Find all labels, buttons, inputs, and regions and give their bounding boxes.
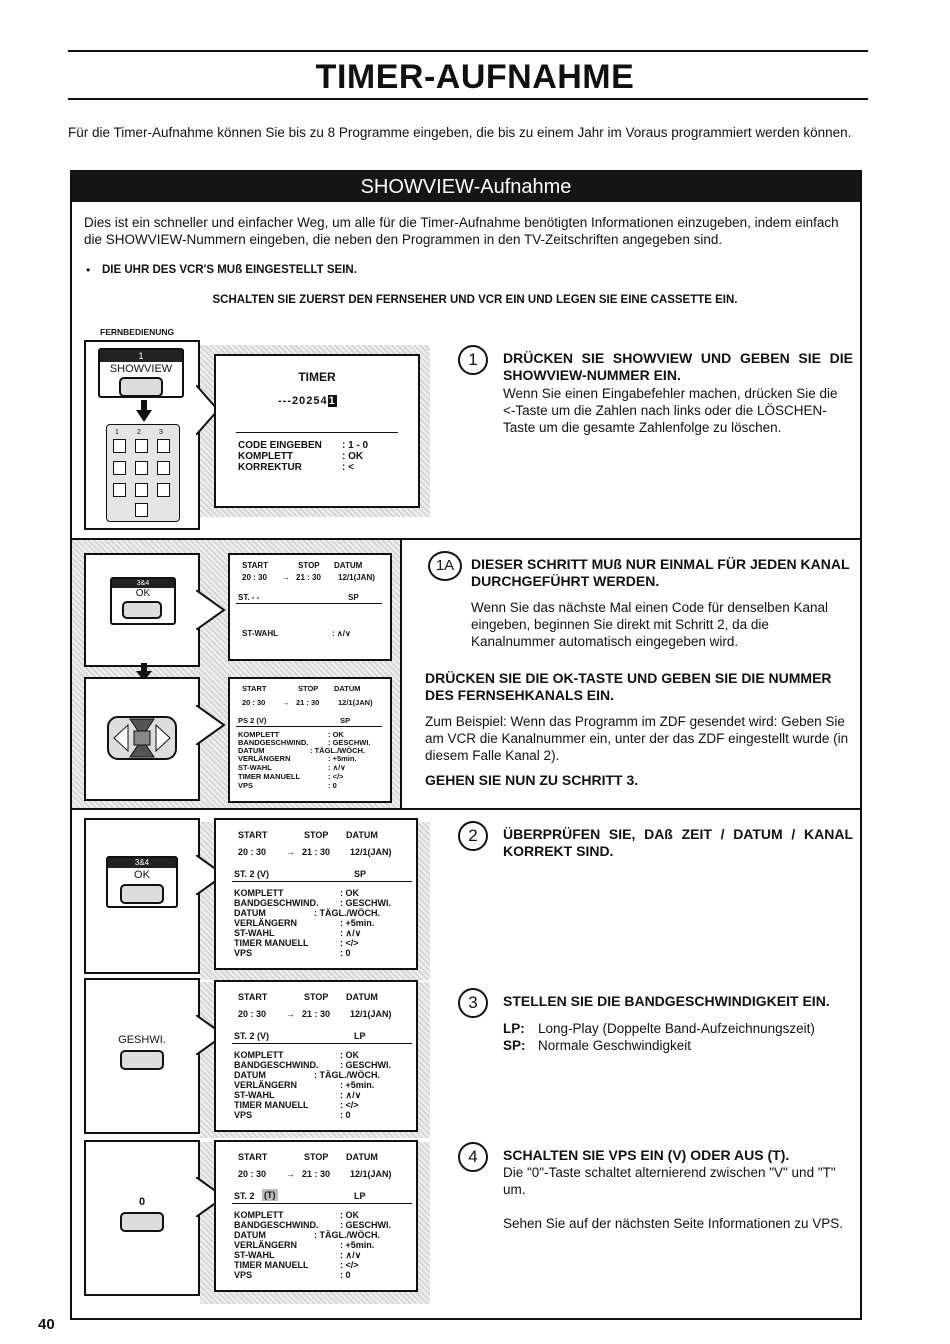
hdr-start: START: [242, 684, 267, 693]
line-key: TIMER MANUELL: [234, 938, 309, 948]
time-start: 20 : 30: [238, 1169, 267, 1179]
remote-panel-step1: [84, 340, 200, 530]
line-key: ST-WAHL: [234, 1090, 275, 1100]
intro-text: Für die Timer-Aufnahme können Sie bis zu 8 Programme eingeben, die bis zu einem Jahr im Voraus programmiert werden können.: [68, 125, 852, 140]
ok-button[interactable]: [122, 601, 162, 619]
time-stop: 21 : 30: [302, 847, 331, 857]
step-1a-heading: DIESER SCHRITT MUß NUR EINMAL FÜR JEDEN KANAL DURCHGEFÜHRT WERDEN.: [471, 556, 850, 589]
line-val: : OK: [340, 1050, 359, 1060]
screen-line: KORREKTUR: [238, 462, 302, 473]
line-val: : ∧/∨: [340, 928, 362, 938]
code-digits: ---20254: [278, 395, 328, 407]
line-key: VERLÄNGERN: [238, 754, 291, 763]
time-arrow: →: [282, 698, 290, 707]
key-1[interactable]: [113, 439, 126, 453]
bullet-dot: •: [86, 263, 91, 277]
step-3-heading: STELLEN SIE DIE BANDGESCHWINDIGKEIT EIN.: [503, 993, 830, 1009]
time-arrow: →: [286, 1009, 295, 1019]
line-val: : GESCHWI.: [328, 738, 371, 747]
screen-divider: [236, 603, 382, 604]
line-val: : </>: [340, 938, 359, 948]
key-3[interactable]: [157, 439, 170, 453]
line-val: : +5min.: [340, 1080, 375, 1090]
line-val: : ∧/∨: [340, 1250, 362, 1260]
vps-flag: (T): [264, 1190, 276, 1200]
line-key: ST-WAHL: [242, 629, 278, 638]
screen-value: : 1 - 0: [342, 440, 369, 451]
line-val: : GESCHWI.: [340, 898, 391, 908]
screen-divider: [232, 1043, 412, 1044]
line-val: : 0: [328, 781, 337, 790]
showview-key-frame: [98, 348, 184, 398]
confirm-screen: [214, 818, 418, 970]
step-2-number: 2: [458, 821, 488, 851]
banner-title: SHOWVIEW-Aufnahme: [360, 176, 572, 198]
speed-screen: [214, 980, 418, 1132]
screen-divider: [232, 881, 412, 882]
line-key: BANDGESCHWIND.: [234, 898, 319, 908]
description-text: Dies ist ein schneller und einfacher Weg, um alle für die Timer-Aufnahme benötigten Informationen einzugeben, indem einfach die SHOWVIEW-Nummern eingeben, die neben den Programmen in den TV-Zeitschriften angegeben sind.: [84, 215, 839, 247]
ok-key-top: 3&4: [112, 579, 174, 588]
time-start: 20 : 30: [242, 698, 266, 707]
remote-panel-step4: [84, 1140, 200, 1296]
key-5[interactable]: [135, 461, 148, 475]
showview-button[interactable]: [119, 377, 163, 397]
line-key: DATUM: [238, 746, 265, 755]
timer-screen: [214, 354, 420, 508]
line-key: VERLÄNGERN: [234, 1080, 298, 1090]
showview-key-label: SHOWVIEW: [109, 363, 173, 375]
remote-panel-step3: [84, 978, 200, 1134]
time-arrow: →: [286, 847, 295, 857]
step-4-text: Die "0"-Taste schaltet alternierend zwischen "V" und "T" um.: [503, 1165, 836, 1197]
step-1a-text-2: Zum Beispiel: Wenn das Programm im ZDF gesendet wird: Geben Sie am VCR die Kanalnummer ein, unter der das ZDF eingestellt wurde (in diesem Falle Kanal 2).: [425, 714, 849, 763]
hdr-stop: STOP: [304, 830, 329, 840]
ok-key-top: 3&4: [108, 858, 176, 868]
station: ST. 2: [234, 1191, 255, 1201]
speed: LP: [354, 1191, 366, 1201]
ok-key-label: OK: [134, 869, 150, 881]
line-key: DATUM: [234, 1230, 266, 1240]
speed-key-label: GESHWI.: [118, 1034, 166, 1046]
hdr-datum: DATUM: [346, 830, 378, 840]
key-2[interactable]: [135, 439, 148, 453]
station: ST. 2 (V): [234, 869, 270, 879]
key-3-label: 3: [159, 429, 163, 436]
step-3-number: 3: [458, 988, 488, 1018]
time-arrow: →: [282, 573, 290, 582]
time-stop: 21 : 30: [296, 573, 321, 582]
remote-panel-ok: [84, 553, 200, 667]
page-number: 40: [38, 1316, 55, 1333]
line-key: KOMPLETT: [234, 1050, 284, 1060]
top-rule: [68, 50, 868, 52]
line-val: : TÄGL./WÖCH.: [310, 746, 365, 755]
channel-screen-2: [228, 677, 392, 803]
channel-screen-1: [228, 553, 392, 661]
key-9[interactable]: [157, 483, 170, 497]
screen-line: CODE EINGEBEN: [238, 440, 322, 451]
vps-screen: [214, 1140, 418, 1292]
step-4-number: 4: [458, 1142, 488, 1172]
station: ST. 2 (V): [234, 1031, 270, 1041]
time-date: 12/1(JAN): [338, 573, 375, 582]
hdr-datum: DATUM: [334, 561, 363, 570]
step-1-heading: DRÜCKEN SIE SHOWVIEW UND GEBEN SIE DIE SHOWVIEW-NUMMER EIN.: [503, 350, 853, 383]
keypad: [106, 424, 180, 522]
screen-code: [278, 396, 337, 407]
key-7[interactable]: [113, 483, 126, 497]
zero-key-label: 0: [138, 1196, 146, 1208]
line-key: VERLÄNGERN: [234, 1240, 298, 1250]
line-key: VPS: [234, 1270, 253, 1280]
step-2-heading: ÜBERPRÜFEN SIE, DAß ZEIT / DATUM / KANAL KORREKT SIND.: [503, 826, 853, 859]
line-val: : ∧/∨: [328, 763, 346, 772]
sp-label: SP:: [503, 1038, 526, 1053]
line-key: ST-WAHL: [234, 928, 275, 938]
sp-text: Normale Geschwindigkeit: [538, 1038, 692, 1053]
hdr-stop: STOP: [298, 684, 319, 693]
goto-step-3: GEHEN SIE NUN ZU SCHRITT 3.: [425, 772, 639, 788]
line-key: BANDGESCHWIND.: [234, 1060, 319, 1070]
line-key: TIMER MANUELL: [234, 1260, 309, 1270]
hdr-start: START: [238, 830, 268, 840]
time-stop: 21 : 30: [296, 698, 320, 707]
time-start: 20 : 30: [238, 1009, 267, 1019]
step-1-text: Wenn Sie einen Eingabefehler machen, drücken Sie die <-Taste um die Zahlen nach links oder die LÖSCHEN-Taste um die gesamte Zahlenfolge zu löschen.: [503, 386, 838, 435]
line-val: : 0: [340, 1110, 351, 1120]
remote-panel-channel: [84, 677, 200, 801]
key-6[interactable]: [157, 461, 170, 475]
step-1a-number: 1A: [428, 551, 462, 581]
station: ST. - -: [238, 593, 260, 602]
showview-key-number: 1: [100, 350, 182, 362]
line-key: DATUM: [234, 908, 266, 918]
step-4-heading: SCHALTEN SIE VPS EIN (V) ODER AUS (T).: [503, 1147, 790, 1163]
line-key: VPS: [234, 948, 253, 958]
line-key: BANDGESCHWIND.: [234, 1220, 319, 1230]
lp-label: LP:: [503, 1021, 525, 1036]
time-date: 12/1(JAN): [350, 847, 392, 857]
line-val: : OK: [340, 1210, 359, 1220]
hdr-datum: DATUM: [346, 1152, 378, 1162]
line-val: : 0: [340, 948, 351, 958]
line-val: : TÄGL./WÖCH.: [314, 1230, 380, 1240]
line-val: : TÄGL./WÖCH.: [314, 908, 380, 918]
zero-button[interactable]: [120, 1212, 164, 1232]
page-title: TIMER-AUFNAHME: [315, 58, 635, 96]
line-val: : OK: [340, 888, 359, 898]
line-val: : GESCHWI.: [340, 1220, 391, 1230]
line-val: : GESCHWI.: [340, 1060, 391, 1070]
hdr-stop: STOP: [304, 1152, 329, 1162]
line-key: ST-WAHL: [238, 763, 272, 772]
line-val: : </>: [340, 1260, 359, 1270]
speed: LP: [354, 1031, 366, 1041]
hdr-start: START: [238, 992, 268, 1002]
time-stop: 21 : 30: [302, 1169, 331, 1179]
line-key: KOMPLETT: [234, 1210, 284, 1220]
speed-button[interactable]: [120, 1050, 164, 1070]
line-val: : 0: [340, 1270, 351, 1280]
remote-panel-step2: [84, 818, 200, 974]
line-key: VPS: [234, 1110, 253, 1120]
hdr-stop: STOP: [298, 561, 320, 570]
down-arrow-icon: [136, 400, 152, 422]
line-key: ST-WAHL: [234, 1250, 275, 1260]
line-val: : ∧/∨: [340, 1090, 362, 1100]
title-rule: [68, 98, 868, 100]
time-date: 12/1(JAN): [350, 1009, 392, 1019]
hdr-datum: DATUM: [334, 684, 361, 693]
line-key: BANDGESCHWIND.: [238, 738, 309, 747]
key-8[interactable]: [135, 483, 148, 497]
ok-key-label: OK: [135, 588, 151, 599]
line-key: KOMPLETT: [234, 888, 284, 898]
hdr-stop: STOP: [304, 992, 329, 1002]
bullet-text: DIE UHR DES VCR'S MUß EINGESTELLT SEIN.: [102, 264, 357, 276]
screen-divider: [236, 432, 398, 433]
step-1a-heading-2: DRÜCKEN SIE DIE OK-TASTE UND GEBEN SIE DIE NUMMER DES FERNSEHKANALS EIN.: [425, 670, 832, 703]
line-val: : +5min.: [340, 918, 375, 928]
line-val: : OK: [328, 730, 344, 739]
line-key: KOMPLETT: [238, 730, 280, 739]
pointer-arrow: [196, 705, 226, 745]
screen-value: : <: [342, 462, 354, 473]
hdr-start: START: [242, 561, 269, 570]
line-key: TIMER MANUELL: [234, 1100, 309, 1110]
ok-key-frame: [110, 577, 176, 625]
line-key: TIMER MANUELL: [238, 772, 301, 781]
time-stop: 21 : 30: [302, 1009, 331, 1019]
line-val: : </>: [340, 1100, 359, 1110]
line-key: DATUM: [234, 1070, 266, 1080]
speed: SP: [348, 593, 359, 602]
pointer-arrow: [196, 590, 226, 630]
channel-rocker-icon[interactable]: [106, 715, 178, 761]
code-cursor: 1: [328, 395, 336, 407]
hdr-datum: DATUM: [346, 992, 378, 1002]
line-val: : +5min.: [340, 1240, 375, 1250]
time-date: 12/1(JAN): [338, 698, 373, 707]
hdr-start: START: [238, 1152, 268, 1162]
screen-value: : OK: [342, 451, 364, 462]
step-1-number: 1: [458, 345, 488, 375]
screen-line: KOMPLETT: [238, 451, 293, 462]
key-1-label: 1: [115, 429, 119, 436]
line-val: : ∧/∨: [332, 629, 351, 638]
time-start: 20 : 30: [242, 573, 267, 582]
ok-key-frame: [106, 856, 178, 908]
step1a-divider: [400, 540, 402, 808]
line-key: VPS: [238, 781, 254, 790]
key-0[interactable]: [135, 503, 148, 517]
section-banner: [72, 172, 860, 202]
line-key: VERLÄNGERN: [234, 918, 298, 928]
lp-text: Long-Play (Doppelte Band-Aufzeichnungszeit): [538, 1021, 815, 1036]
line-val: : +5min.: [328, 754, 357, 763]
key-2-label: 2: [137, 429, 141, 436]
screen-title: TIMER: [298, 370, 336, 384]
speed: SP: [354, 869, 367, 879]
station: PS 2 (V): [238, 716, 267, 725]
step-4-text-2: Sehen Sie auf der nächsten Seite Informationen zu VPS.: [503, 1216, 843, 1231]
step-1a-text: Wenn Sie das nächste Mal einen Code für denselben Kanal eingeben, beginnen Sie direkt mit Schritt 2, da die Kanalnummer automatisch eingegeben wird.: [471, 600, 828, 649]
screen-divider: [232, 1203, 412, 1204]
section-divider: [72, 808, 860, 810]
time-arrow: →: [286, 1169, 295, 1179]
screen-divider: [236, 726, 382, 727]
speed: SP: [340, 716, 351, 725]
first-instruction: SCHALTEN SIE ZUERST DEN FERNSEHER UND VCR EIN UND LEGEN SIE EINE CASSETTE EIN.: [212, 294, 738, 306]
time-date: 12/1(JAN): [350, 1169, 392, 1179]
line-val: : </>: [328, 772, 344, 781]
time-start: 20 : 30: [238, 847, 267, 857]
ok-button[interactable]: [120, 884, 164, 904]
line-val: : TÄGL./WÖCH.: [314, 1070, 380, 1080]
key-4[interactable]: [113, 461, 126, 475]
remote-label: FERNBEDIENUNG: [100, 327, 175, 337]
